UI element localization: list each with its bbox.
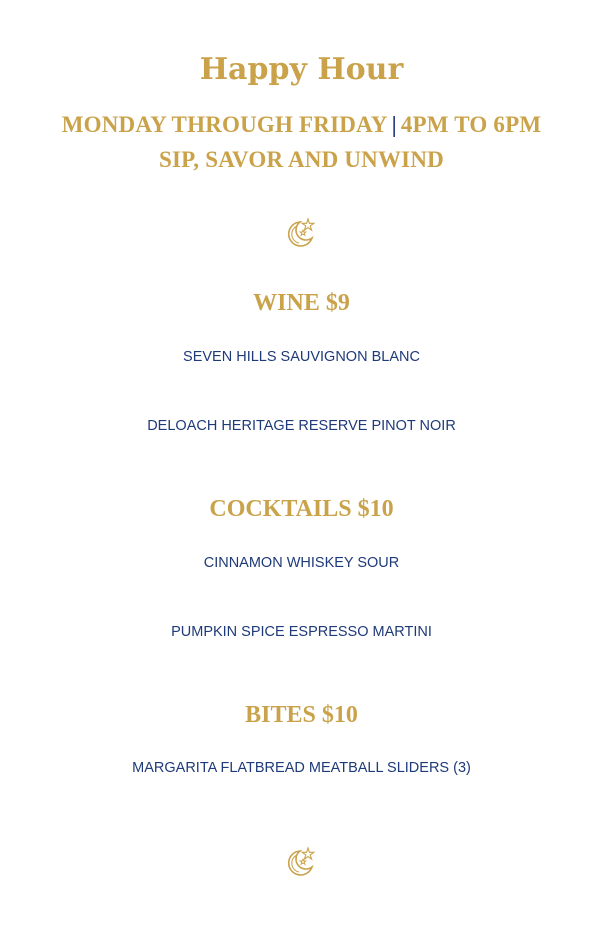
section-heading-wine: WINE $9 (253, 290, 350, 316)
tagline: SIP, SAVOR AND UNWIND (159, 147, 444, 172)
page-title: Happy Hour (199, 52, 404, 87)
moon-star-icon (284, 845, 318, 879)
hours-text: 4PM TO 6PM (400, 112, 542, 137)
days-text: MONDAY THROUGH FRIDAY (61, 112, 388, 137)
menu-item: DELOACH HERITAGE RESERVE PINOT NOIR (147, 418, 456, 434)
menu-item: MARGARITA FLATBREAD MEATBALL SLIDERS (3) (132, 760, 471, 776)
menu-item: SEVEN HILLS SAUVIGNON BLANC (183, 349, 420, 365)
section-heading-cocktails: COCKTAILS $10 (209, 496, 394, 522)
section-heading-bites: BITES $10 (245, 702, 358, 728)
schedule-line (0, 110, 603, 140)
separator: | (391, 112, 397, 137)
menu-item: PUMPKIN SPICE ESPRESSO MARTINI (171, 624, 432, 640)
moon-star-icon (284, 216, 318, 250)
menu-item: CINNAMON WHISKEY SOUR (203, 555, 400, 571)
